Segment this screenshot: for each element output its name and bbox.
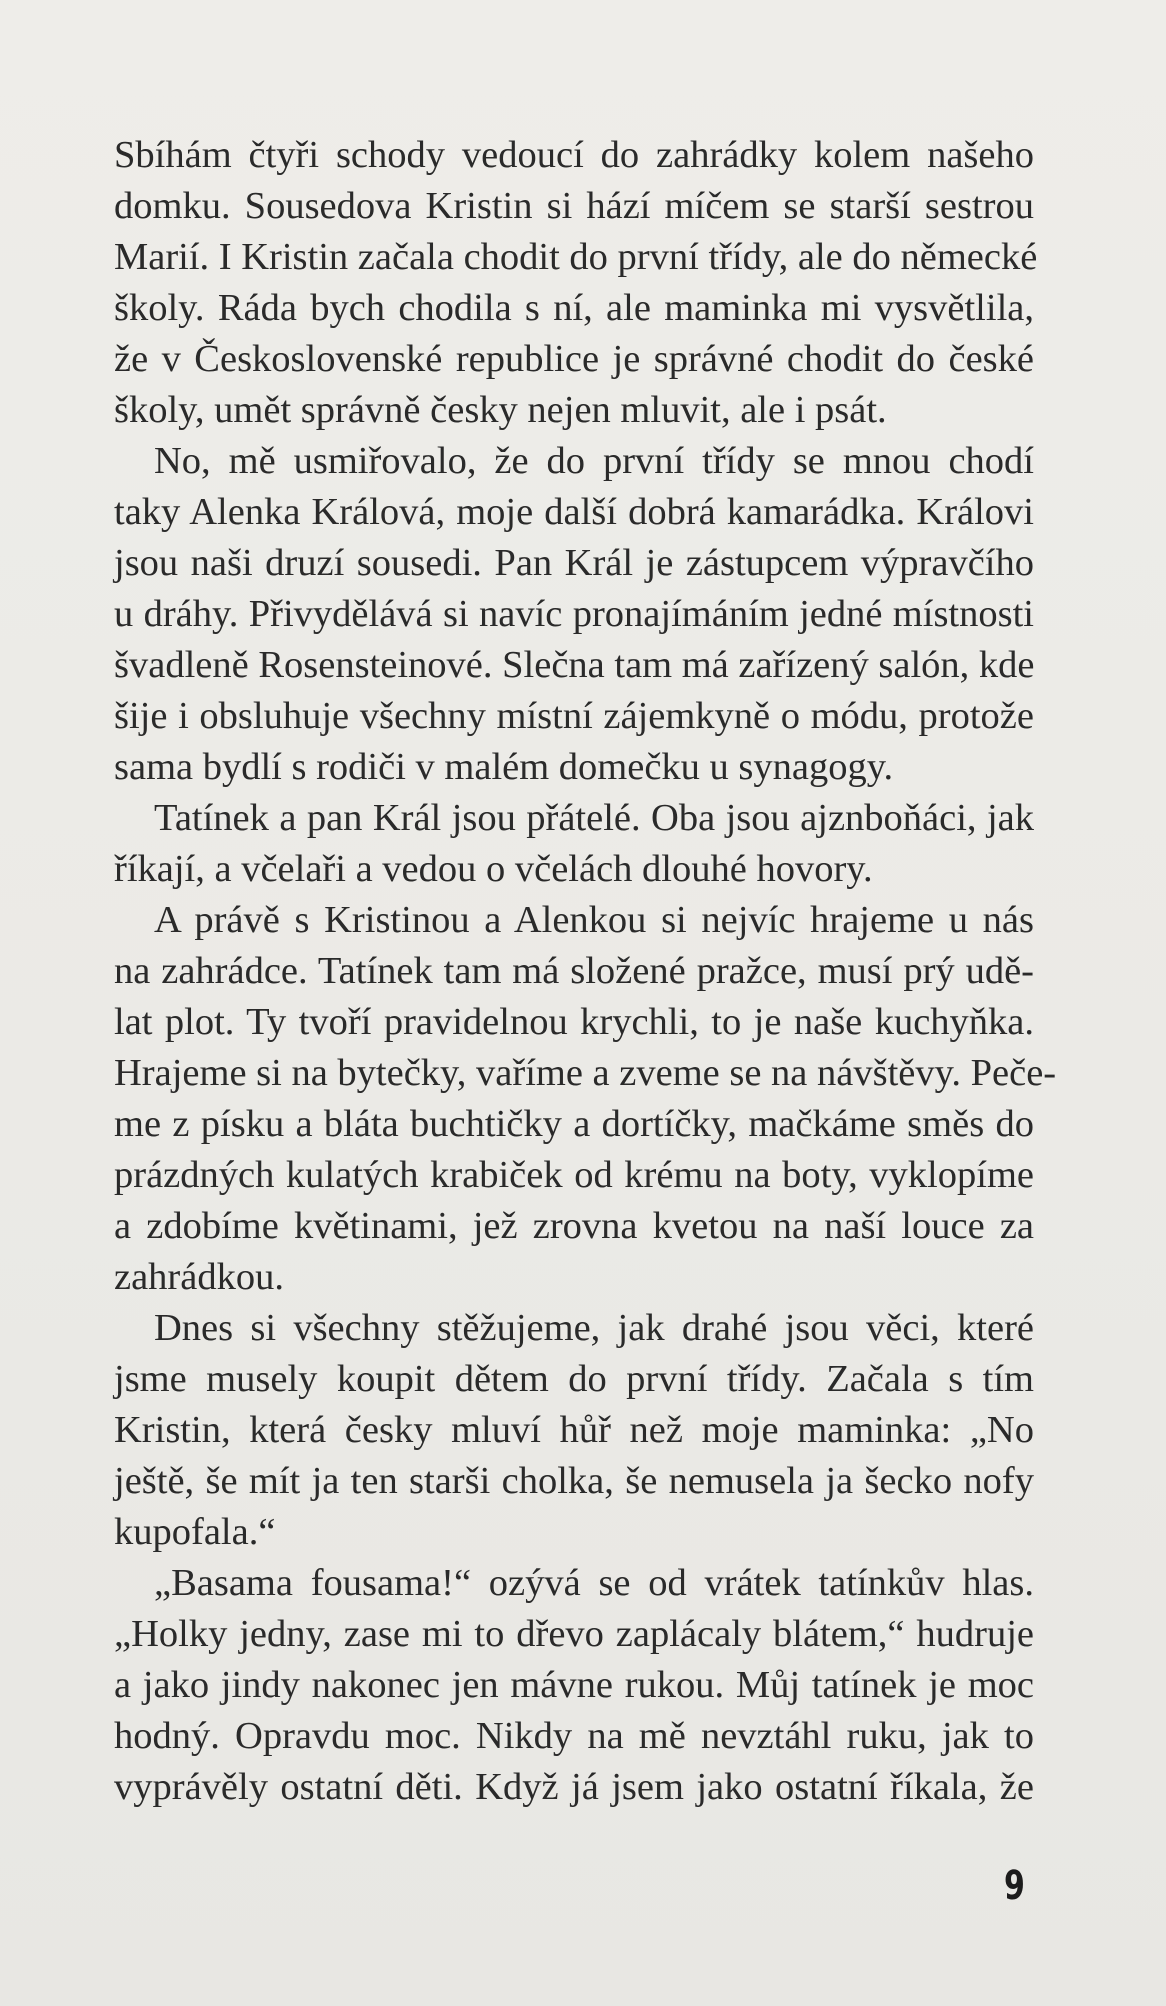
text-line: Kristin, která česky mluví hůř než moje maminka: „No — [114, 1409, 1034, 1451]
text-line: kupofala.“ — [114, 1511, 276, 1553]
text-line: ještě, še mít ja ten starši cholka, še nemusela ja šecko nofy — [114, 1460, 1034, 1502]
text-line: domku. Sousedova Kristin si hází míčem se starší sestrou — [114, 185, 1034, 227]
paragraph — [114, 793, 1034, 895]
text-line: No, mě usmiřovalo, že do první třídy se mnou chodí — [154, 440, 1034, 482]
text-line: jsou naši druzí sousedi. Pan Král je zástupcem výpravčího — [114, 542, 1034, 584]
text-line: a jako jindy nakonec jen mávne rukou. Můj tatínek je moc — [114, 1664, 1034, 1706]
text-line: lat plot. Ty tvoří pravidelnou krychli, to je naše kuchyňka. — [114, 1001, 1034, 1043]
text-line: říkají, a včelaři a vedou o včelách dlouhé hovory. — [114, 848, 873, 890]
paragraph — [114, 130, 1038, 436]
text-line: vyprávěly ostatní děti. Když já jsem jako ostatní říkala, že — [114, 1766, 1034, 1808]
text-line: školy, umět správně česky nejen mluvit, ale i psát. — [114, 389, 887, 431]
text-line: hodný. Opravdu moc. Nikdy na mě nevztáhl ruku, jak to — [114, 1715, 1034, 1757]
text-line: sama bydlí s rodiči v malém domečku u synagogy. — [114, 746, 894, 788]
text-line: Tatínek a pan Král jsou přátelé. Oba jsou ajznboňáci, jak — [154, 797, 1034, 839]
text-line: „Basama fousama!“ ozývá se od vrátek tatínkův hlas. — [154, 1562, 1034, 1604]
text-line: Sbíhám čtyři schody vedoucí do zahrádky kolem našeho — [114, 134, 1034, 176]
text-line: taky Alenka Králová, moje další dobrá kamarádka. Královi — [114, 491, 1034, 533]
paragraph — [114, 436, 1034, 793]
text-line: prázdných kulatých krabiček od krému na boty, vyklopíme — [114, 1154, 1034, 1196]
text-line: u dráhy. Přivydělává si navíc pronajímáním jedné místnosti — [114, 593, 1034, 635]
paragraph — [114, 1303, 1034, 1558]
text-line: školy. Ráda bych chodila s ní, ale maminka mi vysvětlila, — [114, 287, 1034, 329]
text-line: Dnes si všechny stěžujeme, jak drahé jsou věci, které — [154, 1307, 1034, 1349]
text-line: Marií. I Kristin začala chodit do první třídy, ale do německé — [114, 236, 1038, 278]
page-number: 9 — [1004, 1863, 1025, 1909]
paragraph — [114, 1558, 1034, 1813]
text-line: že v Československé republice je správné chodit do české — [114, 338, 1034, 380]
text-line: me z písku a bláta buchtičky a dortíčky, mačkáme směs do — [114, 1103, 1034, 1145]
text-line: zahrádkou. — [114, 1256, 284, 1298]
text-line: švadleně Rosensteinové. Slečna tam má zařízený salón, kde — [114, 644, 1035, 686]
text-line: jsme musely koupit dětem do první třídy. Začala s tím — [114, 1358, 1034, 1400]
text-line: na zahrádce. Tatínek tam má složené pražce, musí prý udě- — [114, 950, 1034, 992]
paragraph — [114, 895, 1057, 1303]
body-text — [114, 130, 1057, 1813]
text-line: šije i obsluhuje všechny místní zájemkyně o módu, protože — [114, 695, 1034, 737]
text-line: A právě s Kristinou a Alenkou si nejvíc hrajeme u nás — [154, 899, 1034, 941]
text-line: „Holky jedny, zase mi to dřevo zaplácaly blátem,“ hudruje — [114, 1613, 1034, 1655]
text-line: Hrajeme si na bytečky, vaříme a zveme se na návštěvy. Peče- — [114, 1052, 1057, 1094]
text-line: a zdobíme květinami, jež zrovna kvetou na naší louce za — [114, 1205, 1034, 1247]
